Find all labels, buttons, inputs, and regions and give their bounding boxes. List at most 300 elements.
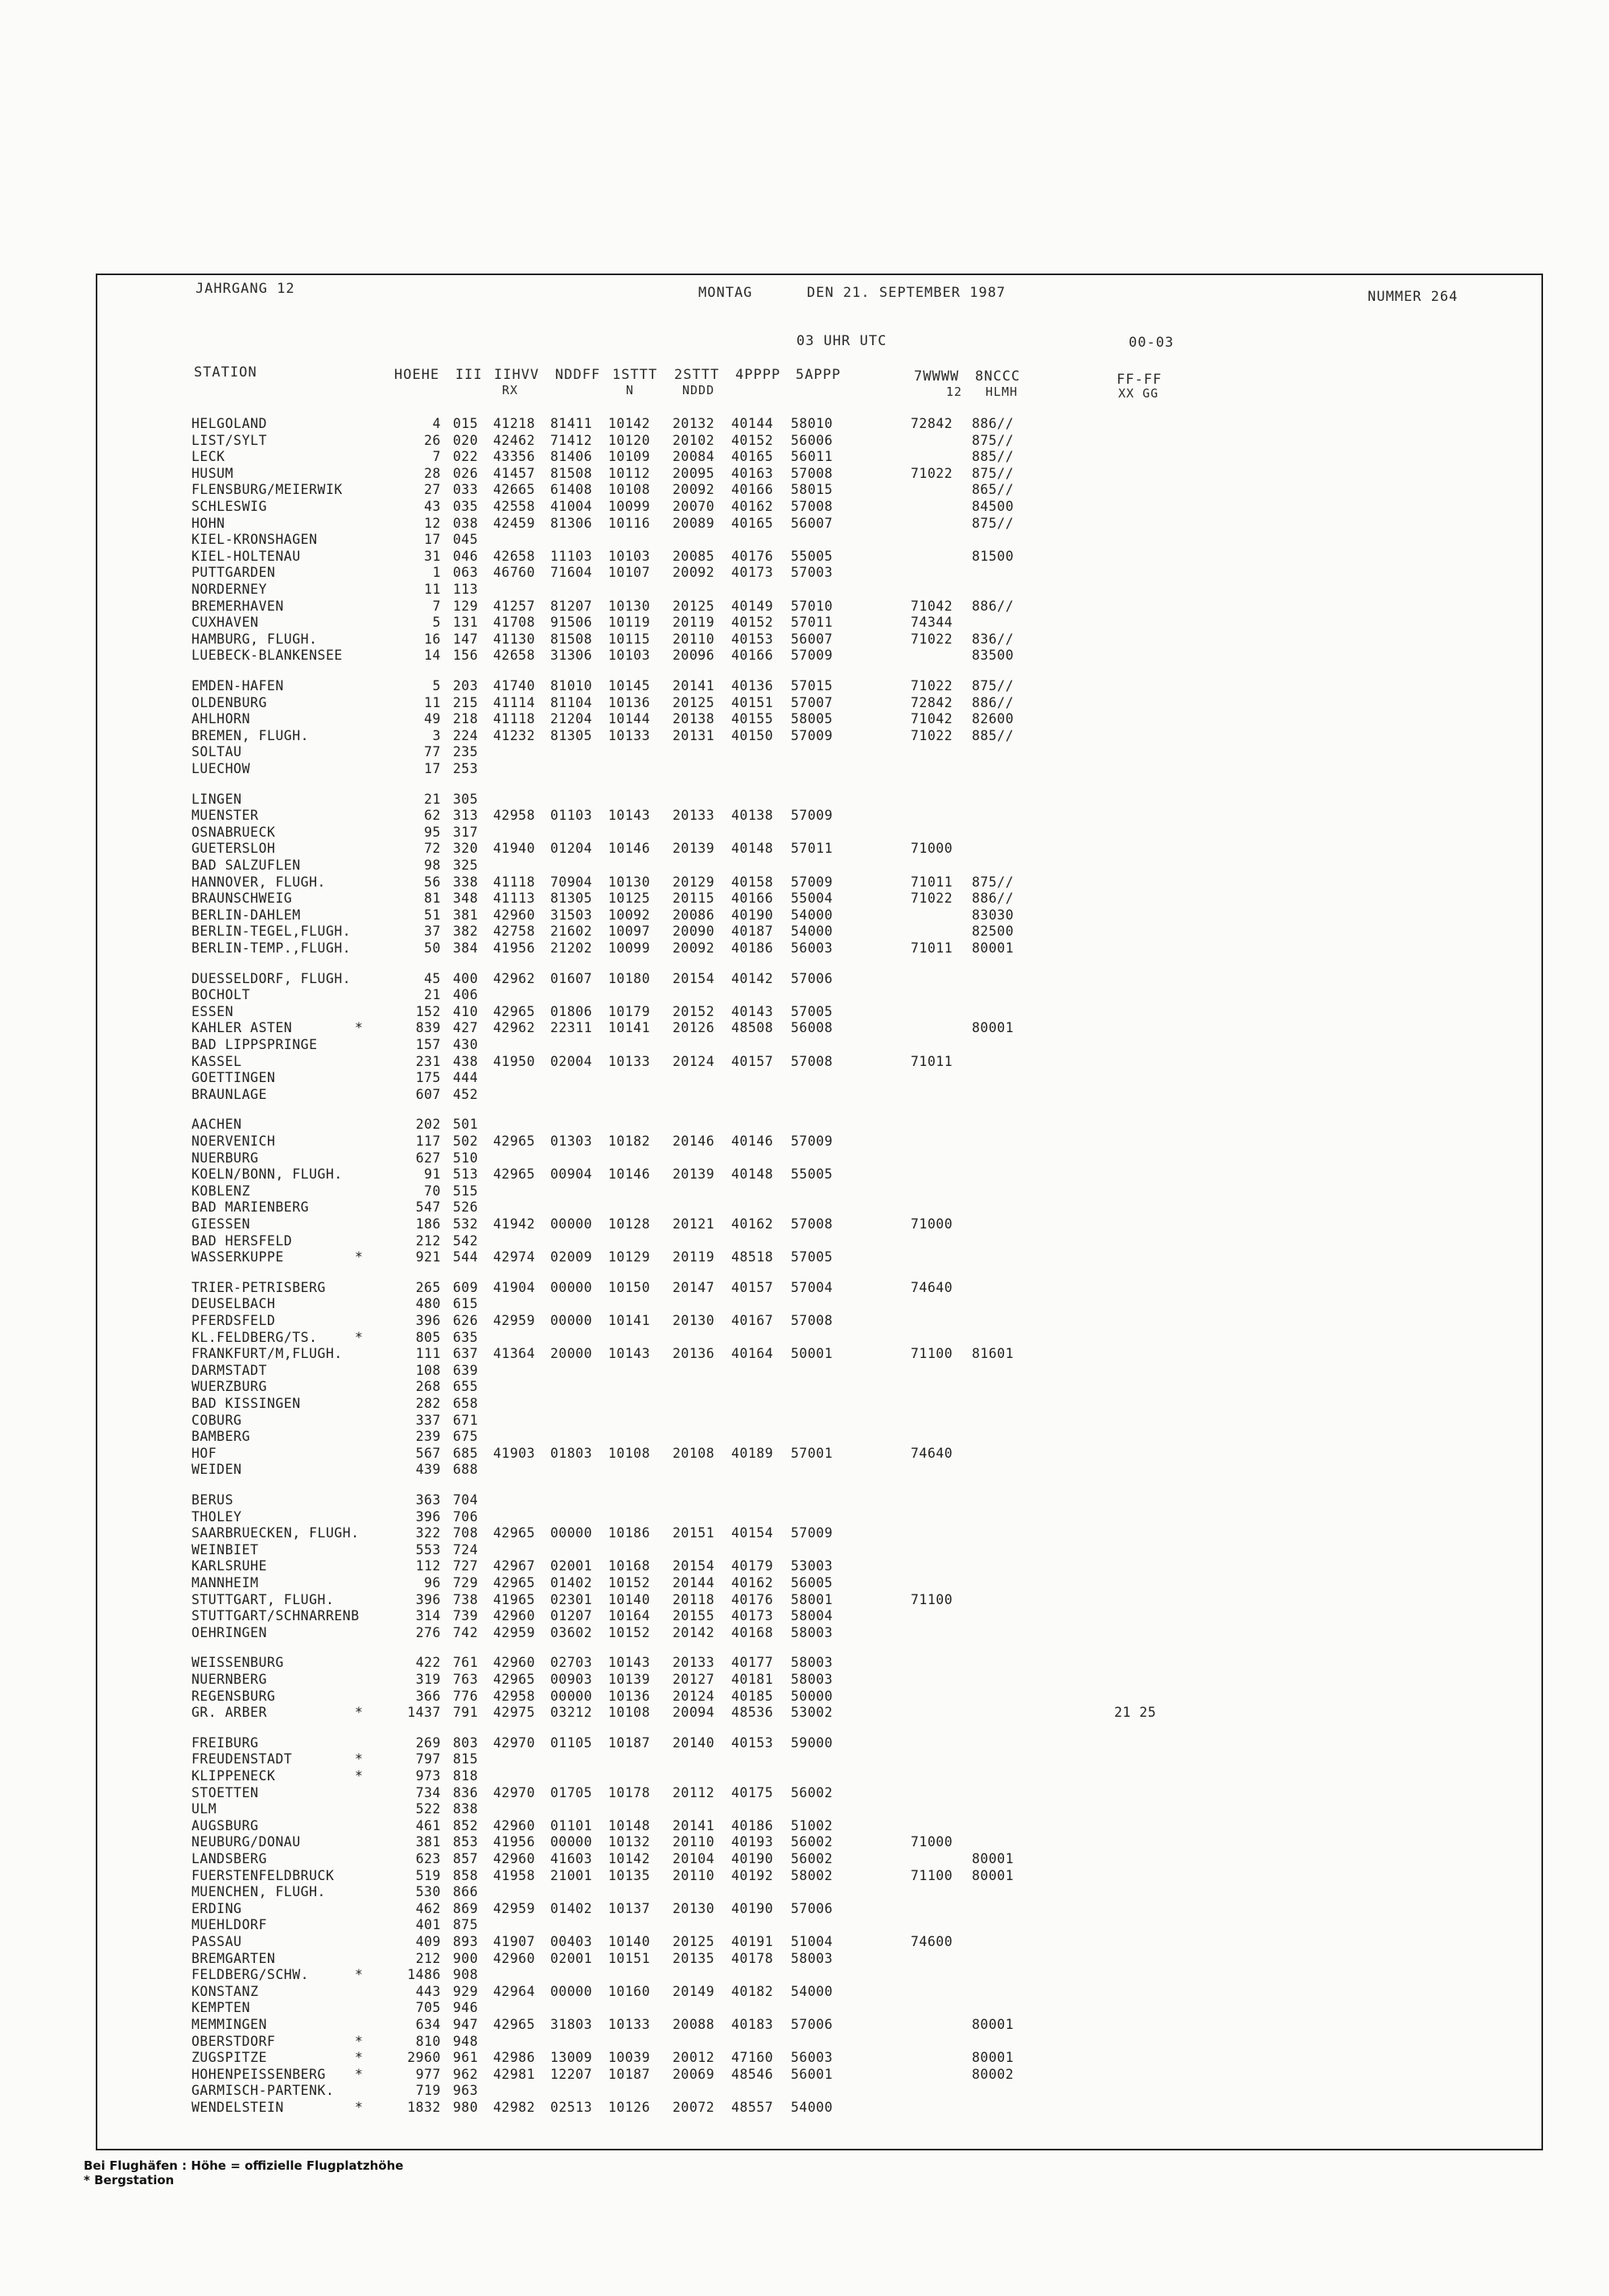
column-station: STATION	[194, 364, 257, 381]
station-height: 7	[432, 449, 441, 464]
table-row	[0, 1054, 1609, 1070]
station-id: 675	[453, 1429, 479, 1444]
group-7wwww: 74640	[911, 1280, 953, 1295]
station-id: 637	[453, 1346, 479, 1361]
group-iihvv: 41965	[493, 1592, 536, 1607]
station-id: 253	[453, 761, 479, 776]
footer-note-mountain: * Bergstation	[84, 2173, 175, 2187]
group-4pppp: 40173	[731, 565, 774, 580]
group-iihvv: 41118	[493, 874, 536, 890]
station-height: 5	[432, 615, 441, 630]
group-5appp: 57006	[791, 2017, 833, 2032]
station-height: 705	[415, 2000, 441, 2015]
group-4pppp: 40153	[731, 632, 774, 647]
station-id: 869	[453, 1901, 479, 1916]
station-name: HELGOLAND	[191, 416, 267, 431]
station-height: 319	[415, 1672, 441, 1687]
station-id: 961	[453, 2050, 479, 2065]
station-name: WEIDEN	[191, 1462, 242, 1477]
group-iihvv: 41257	[493, 599, 536, 614]
station-id: 962	[453, 2067, 479, 2082]
group-2sttt: 20090	[673, 924, 715, 939]
station-height: 973	[415, 1768, 441, 1784]
station-height: 627	[415, 1150, 441, 1166]
station-name: OBERSTDORF	[191, 2034, 276, 2049]
station-id: 655	[453, 1379, 479, 1394]
group-1sttt: 10119	[608, 615, 651, 630]
station-id: 026	[453, 466, 479, 481]
group-iihvv: 42658	[493, 648, 536, 663]
station-id: 147	[453, 632, 479, 647]
group-4pppp: 40187	[731, 924, 774, 939]
station-name: ZUGSPITZE	[191, 2050, 267, 2065]
weekday-label: MONTAG	[698, 285, 753, 301]
table-row	[0, 1330, 1609, 1346]
station-id: 739	[453, 1608, 479, 1623]
station-name: NORDERNEY	[191, 582, 267, 597]
station-id: 430	[453, 1037, 479, 1052]
station-height: 623	[415, 1851, 441, 1866]
group-1sttt: 10116	[608, 516, 651, 531]
station-height: 396	[415, 1509, 441, 1524]
table-row	[0, 1167, 1609, 1183]
station-name: GUETERSLOH	[191, 841, 276, 856]
group-1sttt: 10107	[608, 565, 651, 580]
station-height: 443	[415, 1984, 441, 1999]
table-row	[0, 516, 1609, 532]
station-name: STOETTEN	[191, 1785, 259, 1800]
station-name: BERLIN-TEMP.,FLUGH.	[191, 940, 352, 956]
group-4pppp: 40176	[731, 549, 774, 564]
station-height: 50	[424, 940, 441, 956]
station-id: 671	[453, 1413, 479, 1428]
group-1sttt: 10120	[608, 433, 651, 448]
station-name: KARLSRUHE	[191, 1558, 267, 1574]
group-4pppp: 40186	[731, 1818, 774, 1833]
group-2sttt: 20121	[673, 1216, 715, 1232]
group-8nccc: 83500	[972, 648, 1014, 663]
station-height: 12	[424, 516, 441, 531]
table-row	[0, 648, 1609, 664]
station-id: 320	[453, 841, 479, 856]
table-row	[0, 2083, 1609, 2099]
station-id: 626	[453, 1313, 479, 1328]
station-name: GOETTINGEN	[191, 1070, 276, 1085]
table-row	[0, 1868, 1609, 1884]
group-iihvv: 41907	[493, 1934, 536, 1949]
group-2sttt: 20138	[673, 711, 715, 726]
group-4pppp: 40157	[731, 1280, 774, 1295]
station-height: 734	[415, 1785, 441, 1800]
date-label: DEN 21. SEPTEMBER 1987	[807, 285, 1006, 301]
group-iihvv: 42665	[493, 482, 536, 497]
group-4pppp: 40193	[731, 1834, 774, 1850]
group-5appp: 58003	[791, 1625, 833, 1640]
station-id: 452	[453, 1087, 479, 1102]
observation-time: 03 UHR UTC	[796, 333, 887, 349]
station-name: TRIER-PETRISBERG	[191, 1280, 326, 1295]
group-1sttt: 10137	[608, 1901, 651, 1916]
station-name: SAARBRUECKEN, FLUGH.	[191, 1525, 360, 1541]
group-nddff: 00000	[550, 1280, 593, 1295]
group-1sttt: 10143	[608, 1655, 651, 1670]
group-5appp: 56003	[791, 2050, 833, 2065]
group-1sttt: 10142	[608, 1851, 651, 1866]
station-height: 396	[415, 1313, 441, 1328]
group-5appp: 56002	[791, 1851, 833, 1866]
group-4pppp: 40186	[731, 940, 774, 956]
group-4pppp: 40176	[731, 1592, 774, 1607]
station-name: NEUBURG/DONAU	[191, 1834, 301, 1850]
station-height: 282	[415, 1396, 441, 1411]
group-8nccc: 886//	[972, 695, 1014, 710]
table-row	[0, 499, 1609, 515]
table-row	[0, 1751, 1609, 1767]
station-id: 947	[453, 2017, 479, 2032]
group-2sttt: 20132	[673, 416, 715, 431]
group-4pppp: 40152	[731, 433, 774, 448]
station-id: 838	[453, 1801, 479, 1817]
group-8nccc: 80001	[972, 2017, 1014, 2032]
group-1sttt: 10108	[608, 1446, 651, 1461]
group-7wwww: 72842	[911, 695, 953, 710]
station-name: KIEL-KRONSHAGEN	[191, 532, 318, 547]
mountain-marker: *	[355, 1330, 364, 1345]
group-2sttt: 20126	[673, 1020, 715, 1035]
group-1sttt: 10180	[608, 971, 651, 986]
group-2sttt: 20127	[673, 1672, 715, 1687]
mountain-marker: *	[355, 2100, 364, 2115]
group-1sttt: 10141	[608, 1313, 651, 1328]
group-5appp: 57009	[791, 874, 833, 890]
group-2sttt: 20151	[673, 1525, 715, 1541]
station-height: 719	[415, 2083, 441, 2098]
station-name: LUEBECK-BLANKENSEE	[191, 648, 343, 663]
station-height: 5	[432, 678, 441, 693]
station-height: 62	[424, 808, 441, 823]
group-1sttt: 10151	[608, 1951, 651, 1966]
station-height: 95	[424, 825, 441, 840]
group-4pppp: 40192	[731, 1868, 774, 1883]
group-5appp: 58005	[791, 711, 833, 726]
group-5appp: 54000	[791, 924, 833, 939]
table-row	[0, 1020, 1609, 1036]
station-height: 4	[432, 416, 441, 431]
station-height: 422	[415, 1655, 441, 1670]
group-iihvv: 41114	[493, 695, 536, 710]
column-1sttt: 1STTT	[612, 367, 658, 383]
group-nddff: 13009	[550, 2050, 593, 2065]
station-name: REGENSBURG	[191, 1689, 276, 1704]
group-2sttt: 20085	[673, 549, 715, 564]
group-7wwww: 71000	[911, 841, 953, 856]
station-name: WENDELSTEIN	[191, 2100, 284, 2115]
group-4pppp: 40158	[731, 874, 774, 890]
station-id: 791	[453, 1705, 479, 1720]
group-iihvv: 41708	[493, 615, 536, 630]
table-row	[0, 466, 1609, 482]
group-iihvv: 43356	[493, 449, 536, 464]
group-4pppp: 40163	[731, 466, 774, 481]
group-5appp: 57006	[791, 1901, 833, 1916]
group-nddff: 22311	[550, 1020, 593, 1035]
column-nddff: NDDFF	[555, 367, 601, 383]
group-nddff: 02703	[550, 1655, 593, 1670]
station-id: 215	[453, 695, 479, 710]
group-5appp: 57008	[791, 1216, 833, 1232]
group-4pppp: 40148	[731, 841, 774, 856]
station-name: BREMERHAVEN	[191, 599, 284, 614]
group-1sttt: 10141	[608, 1020, 651, 1035]
issue-number: NUMMER 264	[1368, 289, 1459, 305]
group-nddff: 00000	[550, 1984, 593, 1999]
group-7wwww: 71100	[911, 1592, 953, 1607]
group-5appp: 56006	[791, 433, 833, 448]
station-id: 908	[453, 1967, 479, 1982]
station-height: 401	[415, 1917, 441, 1932]
station-name: LECK	[191, 449, 225, 464]
group-4pppp: 40148	[731, 1167, 774, 1182]
station-height: 322	[415, 1525, 441, 1541]
group-nddff: 01806	[550, 1004, 593, 1019]
table-row	[0, 1558, 1609, 1574]
group-2sttt: 20139	[673, 1167, 715, 1182]
group-8nccc: 875//	[972, 678, 1014, 693]
group-1sttt: 10135	[608, 1868, 651, 1883]
station-height: 14	[424, 648, 441, 663]
group-nddff: 21602	[550, 924, 593, 939]
group-iihvv: 42962	[493, 1020, 536, 1035]
group-5appp: 51002	[791, 1818, 833, 1833]
column-5appp: 5APPP	[796, 367, 842, 383]
station-id: 803	[453, 1735, 479, 1751]
station-name: ERDING	[191, 1901, 242, 1916]
table-row	[0, 1801, 1609, 1817]
table-row	[0, 1689, 1609, 1705]
group-1sttt: 10142	[608, 416, 651, 431]
group-nddff: 20000	[550, 1346, 593, 1361]
column-2sttt-sub: NDDD	[682, 383, 715, 397]
group-8nccc: 875//	[972, 433, 1014, 448]
station-height: 77	[424, 744, 441, 759]
station-height: 567	[415, 1446, 441, 1461]
group-1sttt: 10187	[608, 2067, 651, 2082]
station-id: 502	[453, 1134, 479, 1149]
group-5appp: 56002	[791, 1834, 833, 1850]
group-2sttt: 20110	[673, 632, 715, 647]
group-2sttt: 20133	[673, 808, 715, 823]
station-name: PASSAU	[191, 1934, 242, 1949]
station-name: CUXHAVEN	[191, 615, 259, 630]
station-id: 836	[453, 1785, 479, 1800]
station-height: 11	[424, 582, 441, 597]
group-7wwww: 71000	[911, 1834, 953, 1850]
group-8nccc: 885//	[972, 449, 1014, 464]
station-id: 063	[453, 565, 479, 580]
group-5appp: 58001	[791, 1592, 833, 1607]
group-5appp: 57009	[791, 808, 833, 823]
station-name: KONSTANZ	[191, 1984, 259, 1999]
group-nddff: 21204	[550, 711, 593, 726]
group-nddff: 91506	[550, 615, 593, 630]
group-2sttt: 20130	[673, 1901, 715, 1916]
station-id: 609	[453, 1280, 479, 1295]
station-id: 532	[453, 1216, 479, 1232]
table-row	[0, 1462, 1609, 1478]
group-5appp: 58010	[791, 416, 833, 431]
group-2sttt: 20092	[673, 482, 715, 497]
station-id: 852	[453, 1818, 479, 1833]
station-height: 28	[424, 466, 441, 481]
table-row	[0, 1967, 1609, 1983]
station-name: WEISSENBURG	[191, 1655, 284, 1670]
group-2sttt: 20133	[673, 1655, 715, 1670]
station-id: 763	[453, 1672, 479, 1687]
group-4pppp: 48536	[731, 1705, 774, 1720]
group-1sttt: 10148	[608, 1818, 651, 1833]
group-4pppp: 40189	[731, 1446, 774, 1461]
group-5appp: 57007	[791, 695, 833, 710]
group-4pppp: 40173	[731, 1608, 774, 1623]
station-id: 929	[453, 1984, 479, 1999]
group-iihvv: 42965	[493, 1575, 536, 1590]
group-2sttt: 20142	[673, 1625, 715, 1640]
group-nddff: 81305	[550, 891, 593, 906]
group-nddff: 03602	[550, 1625, 593, 1640]
group-1sttt: 10182	[608, 1134, 651, 1149]
group-7wwww: 71022	[911, 728, 953, 743]
group-1sttt: 10179	[608, 1004, 651, 1019]
group-5appp: 58003	[791, 1655, 833, 1670]
table-row	[0, 1934, 1609, 1950]
group-2sttt: 20119	[673, 1249, 715, 1265]
station-height: 7	[432, 599, 441, 614]
station-name: BAD SALZUFLEN	[191, 858, 301, 873]
group-1sttt: 10097	[608, 924, 651, 939]
group-iihvv: 42967	[493, 1558, 536, 1574]
group-7wwww: 74600	[911, 1934, 953, 1949]
table-row	[0, 1199, 1609, 1216]
group-4pppp: 40168	[731, 1625, 774, 1640]
station-id: 818	[453, 1768, 479, 1784]
group-iihvv: 42958	[493, 808, 536, 823]
group-5appp: 57008	[791, 1054, 833, 1069]
station-name: OEHRINGEN	[191, 1625, 267, 1640]
group-4pppp: 40155	[731, 711, 774, 726]
group-2sttt: 20125	[673, 1934, 715, 1949]
group-7wwww: 71022	[911, 891, 953, 906]
group-4pppp: 40157	[731, 1054, 774, 1069]
group-iihvv: 41113	[493, 891, 536, 906]
station-height: 314	[415, 1608, 441, 1623]
group-nddff: 31803	[550, 2017, 593, 2032]
group-nddff: 41603	[550, 1851, 593, 1866]
station-id: 866	[453, 1884, 479, 1899]
station-height: 98	[424, 858, 441, 873]
group-2sttt: 20154	[673, 971, 715, 986]
group-1sttt: 10136	[608, 1689, 651, 1704]
station-height: 239	[415, 1429, 441, 1444]
table-row	[0, 874, 1609, 891]
station-name: AHLHORN	[191, 711, 251, 726]
group-1sttt: 10112	[608, 466, 651, 481]
group-5appp: 56001	[791, 2067, 833, 2082]
group-nddff: 00000	[550, 1313, 593, 1328]
mountain-marker: *	[355, 1751, 364, 1767]
group-iihvv: 42974	[493, 1249, 536, 1265]
station-height: 607	[415, 1087, 441, 1102]
group-1sttt: 10168	[608, 1558, 651, 1574]
group-5appp: 54000	[791, 907, 833, 923]
table-row	[0, 761, 1609, 777]
group-iihvv: 42981	[493, 2067, 536, 2082]
column-8nccc: 8NCCC	[975, 368, 1021, 385]
group-1sttt: 10108	[608, 1705, 651, 1720]
group-4pppp: 47160	[731, 2050, 774, 2065]
station-name: FREUDENSTADT	[191, 1751, 293, 1767]
group-nddff: 02001	[550, 1558, 593, 1574]
table-row	[0, 449, 1609, 465]
station-id: 515	[453, 1183, 479, 1199]
group-5appp: 51004	[791, 1934, 833, 1949]
group-nddff: 01204	[550, 841, 593, 856]
table-row	[0, 1901, 1609, 1917]
group-2sttt: 20146	[673, 1134, 715, 1149]
group-1sttt: 10186	[608, 1525, 651, 1541]
group-8nccc: 80002	[972, 2067, 1014, 2082]
group-nddff: 71604	[550, 565, 593, 580]
group-4pppp: 40136	[731, 678, 774, 693]
station-height: 409	[415, 1934, 441, 1949]
group-nddff: 21202	[550, 940, 593, 956]
group-2sttt: 20124	[673, 1689, 715, 1704]
station-name: HOF	[191, 1446, 217, 1461]
station-height: 461	[415, 1818, 441, 1833]
table-row	[0, 1150, 1609, 1167]
group-4pppp: 40165	[731, 516, 774, 531]
group-5appp: 57001	[791, 1446, 833, 1461]
station-height: 231	[415, 1054, 441, 1069]
group-5appp: 53002	[791, 1705, 833, 1720]
station-id: 131	[453, 615, 479, 630]
group-nddff: 03212	[550, 1705, 593, 1720]
station-name: BAMBERG	[191, 1429, 251, 1444]
group-2sttt: 20092	[673, 565, 715, 580]
group-iihvv: 42459	[493, 516, 536, 531]
group-2sttt: 20118	[673, 1592, 715, 1607]
group-2sttt: 20141	[673, 1818, 715, 1833]
group-4pppp: 40162	[731, 499, 774, 514]
group-nddff: 71412	[550, 433, 593, 448]
station-height: 56	[424, 874, 441, 890]
mountain-marker: *	[355, 1020, 364, 1035]
station-height: 547	[415, 1199, 441, 1215]
station-name: DUESSELDORF, FLUGH.	[191, 971, 352, 986]
station-height: 21	[424, 987, 441, 1002]
station-id: 542	[453, 1233, 479, 1249]
group-2sttt: 20094	[673, 1705, 715, 1720]
station-height: 439	[415, 1462, 441, 1477]
table-row	[0, 1785, 1609, 1801]
group-2sttt: 20141	[673, 678, 715, 693]
table-row	[0, 792, 1609, 808]
station-height: 522	[415, 1801, 441, 1817]
station-id: 706	[453, 1509, 479, 1524]
table-row	[0, 1313, 1609, 1329]
table-row	[0, 1117, 1609, 1133]
table-row	[0, 1346, 1609, 1362]
station-id: 045	[453, 532, 479, 547]
